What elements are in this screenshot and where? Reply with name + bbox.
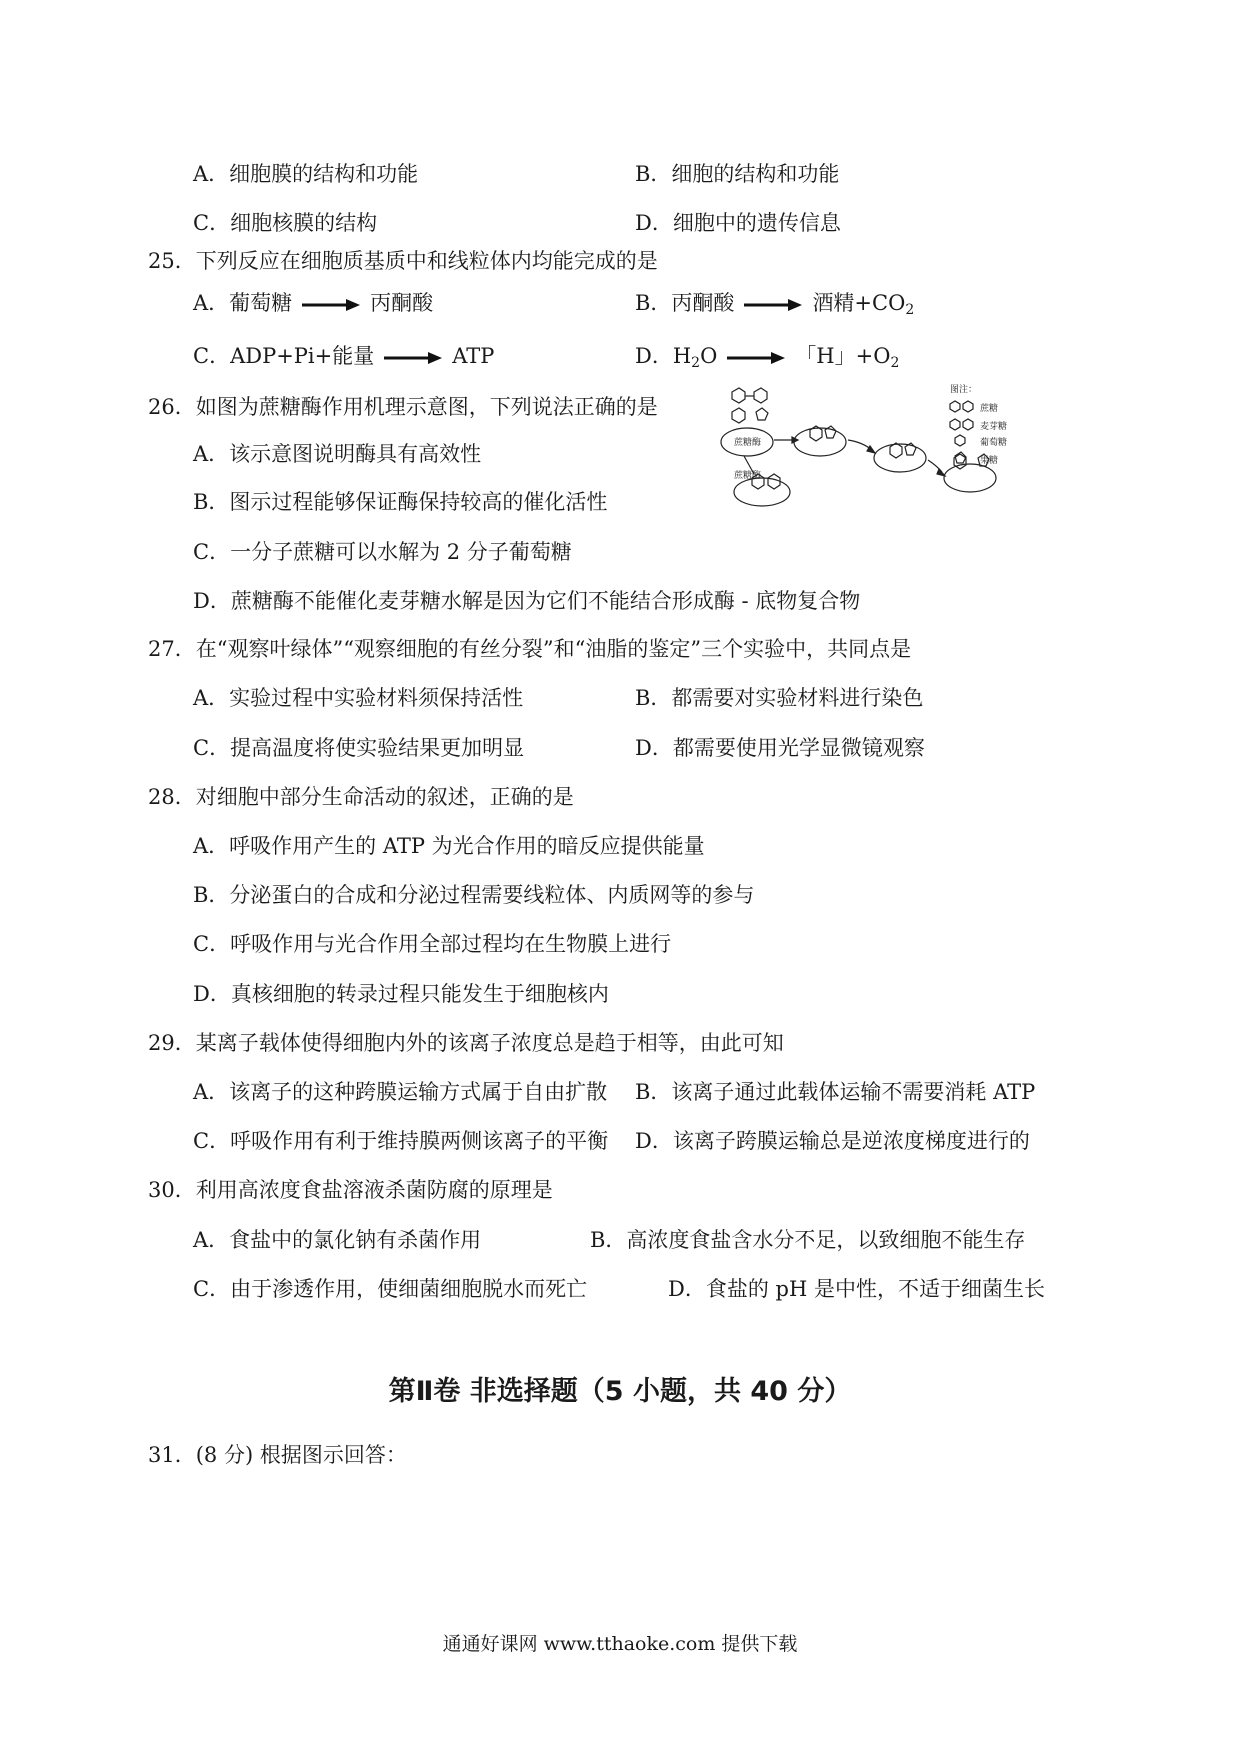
q26-option-d: D．蔗糖酶不能催化麦芽糖水解是因为它们不能结合形成酶 - 底物复合物 — [193, 589, 861, 613]
q27-option-d: D．都需要使用光学显微镜观察 — [635, 736, 925, 760]
q27-option-a: A．实验过程中实验材料须保持活性 — [193, 686, 524, 710]
q27-option-b: B．都需要对实验材料进行染色 — [635, 686, 924, 710]
diagram-enzyme-label-lower: 蔗糖酶 — [734, 471, 762, 481]
q26-option-b: B．图示过程能够保证酶保持较高的催化活性 — [193, 490, 608, 514]
q25-b-reactant: B．丙酮酸 — [635, 291, 735, 315]
q27-stem: 27．在“观察叶绿体”“观察细胞的有丝分裂”和“油脂的鉴定”三个实验中，共同点是 — [148, 637, 912, 661]
q24-option-b: B．细胞的结构和功能 — [635, 162, 840, 186]
q30-option-a: A．食盐中的氯化钠有杀菌作用 — [193, 1228, 482, 1252]
q30-option-d: D．食盐的 pH 是中性，不适于细菌生长 — [668, 1277, 1045, 1301]
diagram-legend-maltose: 麦芽糖 — [980, 422, 1008, 432]
reaction-arrow-icon — [744, 299, 802, 311]
q28-stem: 28．对细胞中部分生命活动的叙述，正确的是 — [148, 785, 574, 809]
q30-option-c: C．由于渗透作用，使细菌细胞脱水而死亡 — [193, 1277, 588, 1301]
q25-option-d — [635, 342, 899, 377]
q24-option-c: C．细胞核膜的结构 — [193, 211, 378, 235]
diagram-legend-fructose: 果糖 — [980, 456, 999, 466]
section-title: 第Ⅱ卷 非选择题（5 小题，共 40 分） — [388, 1376, 852, 1407]
q29-option-c: C．呼吸作用有利于维持膜两侧该离子的平衡 — [193, 1129, 609, 1153]
q24-option-d: D．细胞中的遗传信息 — [635, 211, 841, 235]
q29-option-b: B．该离子通过此载体运输不需要消耗 ATP — [635, 1080, 1036, 1104]
q26-option-c: C．一分子蔗糖可以水解为 2 分子葡萄糖 — [193, 540, 572, 564]
subscript-2: 2 — [890, 355, 900, 371]
q27-option-c: C．提高温度将使实验结果更加明显 — [193, 736, 525, 760]
diagram-enzyme-label: 蔗糖酶 — [734, 438, 762, 448]
q30-option-b: B．高浓度食盐含水分不足，以致细胞不能生存 — [590, 1228, 1026, 1252]
diagram-legend-glucose: 葡萄糖 — [980, 438, 1008, 448]
reaction-arrow-icon — [302, 299, 360, 311]
reaction-arrow-icon — [727, 352, 785, 364]
q25-option-b — [635, 289, 914, 324]
q25-b-product: 酒精+CO — [812, 291, 906, 315]
sucrase-mechanism-diagram — [712, 380, 1062, 510]
q25-c-reactant: C．ADP+Pi+能量 — [193, 344, 375, 368]
q25-a-reactant: A．葡萄糖 — [193, 291, 293, 315]
reaction-arrow-icon — [384, 352, 442, 364]
q25-c-product: ATP — [452, 344, 495, 368]
q28-option-a: A．呼吸作用产生的 ATP 为光合作用的暗反应提供能量 — [193, 834, 705, 858]
diagram-legend-title: 图注： — [950, 385, 978, 395]
q28-option-b: B．分泌蛋白的合成和分泌过程需要线粒体、内质网等的参与 — [193, 883, 755, 907]
q29-option-a: A．该离子的这种跨膜运输方式属于自由扩散 — [193, 1080, 608, 1104]
q25-a-product: 丙酮酸 — [370, 291, 434, 315]
diagram-legend-sucrose: 蔗糖 — [980, 404, 999, 414]
q25-d-reactant-tail: O — [700, 344, 718, 368]
q26-option-a: A．该示意图说明酶具有高效性 — [193, 442, 482, 466]
q24-option-a: A．细胞膜的结构和功能 — [193, 162, 419, 186]
q28-option-d: D．真核细胞的转录过程只能发生于细胞核内 — [193, 982, 609, 1006]
q28-option-c: C．呼吸作用与光合作用全部过程均在生物膜上进行 — [193, 932, 672, 956]
q25-stem: 25．下列反应在细胞质基质中和线粒体内均能完成的是 — [148, 249, 658, 273]
q25-d-product: 「H」+O — [795, 344, 891, 368]
q31-stem: 31．(8 分) 根据图示回答： — [148, 1443, 407, 1467]
subscript-2: 2 — [691, 355, 701, 371]
q25-option-a — [193, 289, 433, 317]
q26-stem: 26．如图为蔗糖酶作用机理示意图，下列说法正确的是 — [148, 395, 658, 419]
q30-stem: 30．利用高浓度食盐溶液杀菌防腐的原理是 — [148, 1178, 553, 1202]
q25-option-c — [193, 342, 494, 370]
page-footer: 通通好课网 www.tthaoke.com 提供下载 — [442, 1633, 798, 1655]
q29-option-d: D．该离子跨膜运输总是逆浓度梯度进行的 — [635, 1129, 1030, 1153]
subscript-2: 2 — [905, 302, 915, 318]
q29-stem: 29．某离子载体使得细胞内外的该离子浓度总是趋于相等，由此可知 — [148, 1031, 784, 1055]
q25-d-reactant: D．H — [635, 344, 692, 368]
